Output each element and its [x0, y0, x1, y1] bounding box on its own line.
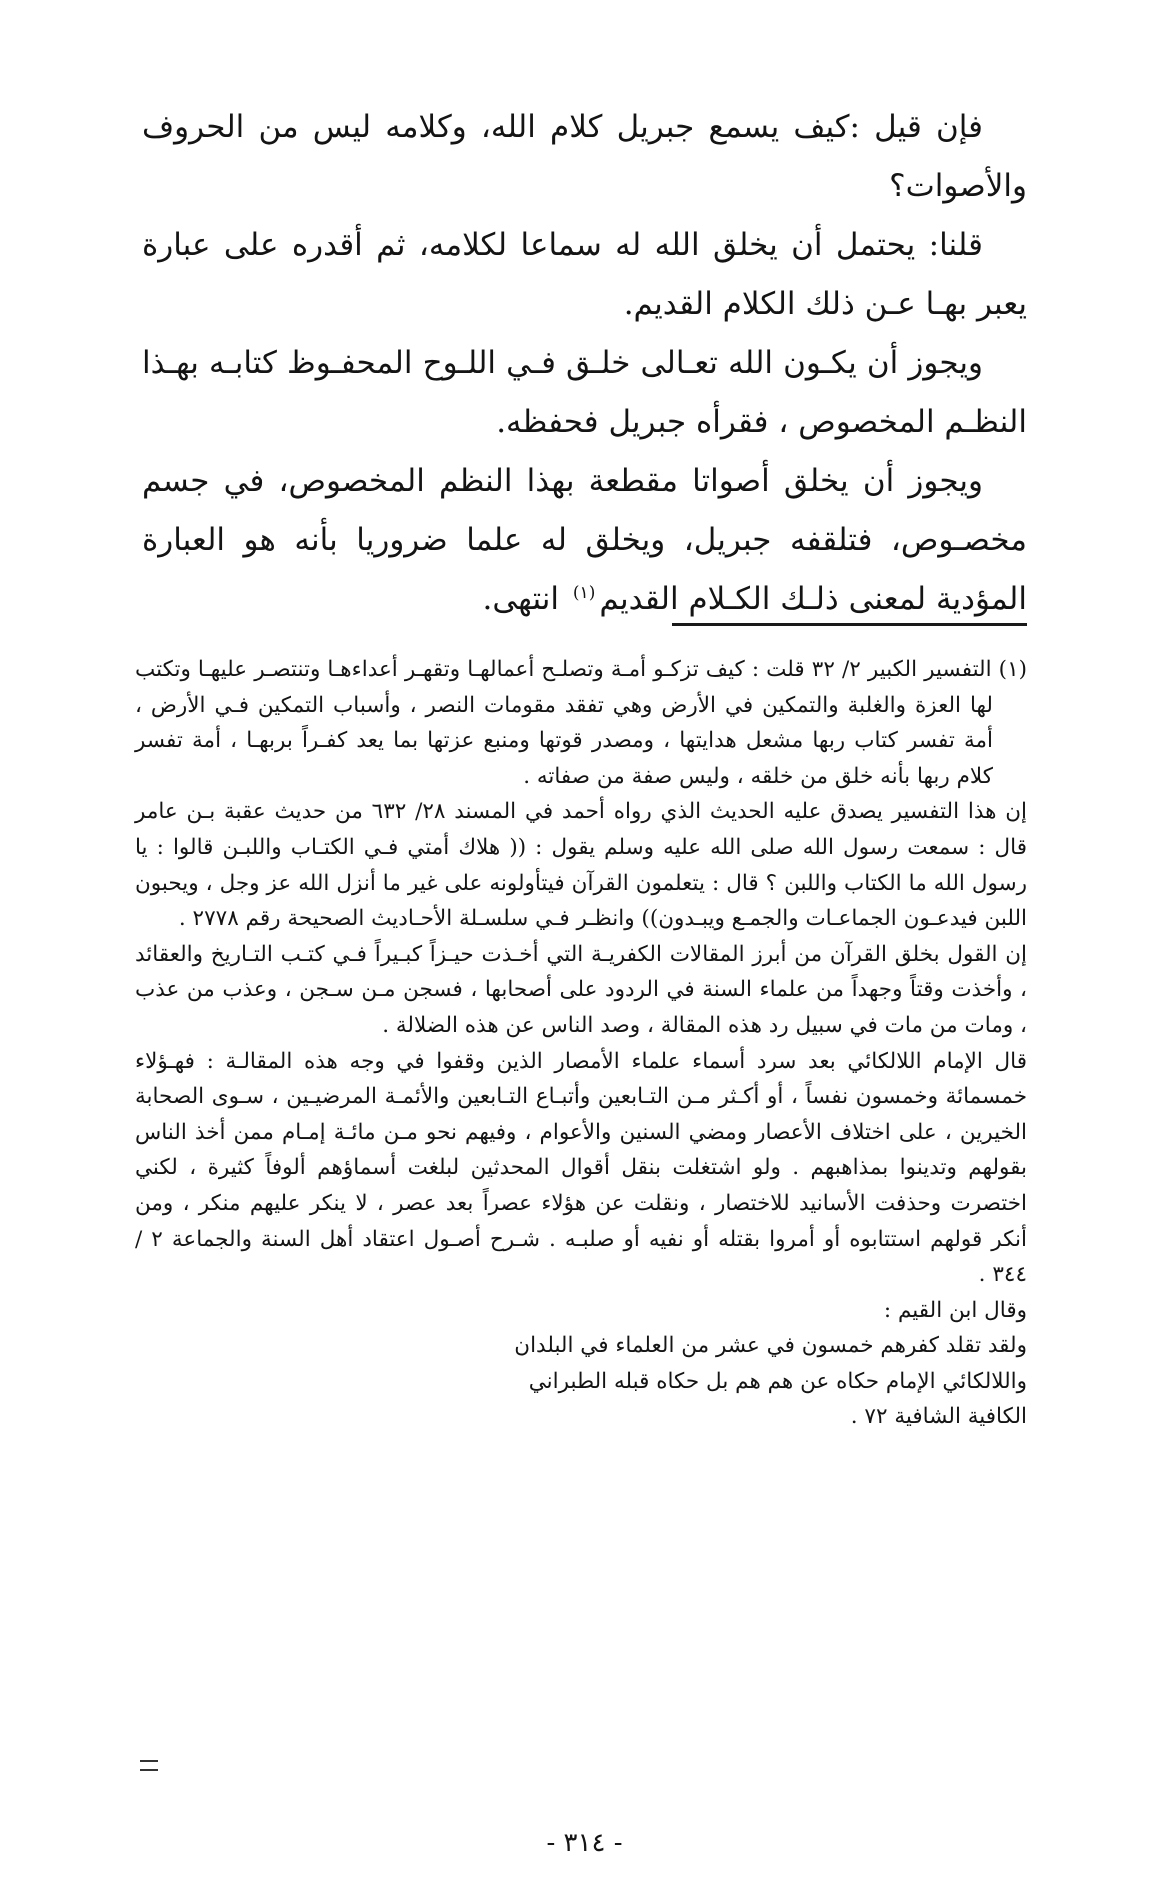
footnote-verse-2: واللالكائي الإمام حكاه عن هم هم بل حكاه قبله الطبراني — [528, 1368, 1027, 1394]
footnote-paragraph-lalakai: قال الإمام اللالكائي بعد سرد أسماء علماء الأمصار الذين وقفوا في وجه هذه المقالـة : فهـؤلاء خمسمائة وخمسون نفساً ، أو أكـثر مـن التـابعين وأتبـاع التـابعين والأئمـة المرضيـين ، سـوى الصحابة الخيرين ، على اختلاف الأعصار ومضي السنين والأعوام ، وفيهم نحو مـن مائـة إمـام ممن أخذ الناس بقولهم وتدينوا بمذاهبهم . ولو اشتغلت بنقل أقوال المحدثين لبلغت أسماؤهم ألوفاً كثيرة ، لكني اختصرت وحذفت الأسانيد للاختصار ، ونقلت عن هؤلاء عصراً بعد عصر ، لا ينكر عليهم منكر ، ومن أنكر قولهم استتابوه أو أمروا بقتله أو نفيه أو صلبـه . شـرح أصـول اعتقاد أهل السنة والجماعة ٢ / ٣٤٤ . — [135, 1048, 1027, 1288]
footnote-paragraph-hadith: إن هذا التفسير يصدق عليه الحديث الذي رواه أحمد في المسند ٢٨/ ٦٣٢ من حديث عقبة بـن عامر قال : سمعت رسول الله صلى الله عليه وسلم يقول : (( هلاك أمتي فـي الكتـاب واللبـن قالوا : يا رسول الله ما الكتاب واللبن ؟ قال : يتعلمون القرآن فيتأولونه على غير ما أنزل الله عز وجل ، ويحبون اللبن فيدعـون الجماعـات والجمـع ويبـدون)) وانظـر فـي سلسـلة الأحـاديث الصحيحة رقم ٢٧٧٨ . — [135, 799, 1027, 932]
main-text-block — [142, 98, 1027, 629]
main-paragraph-4 — [142, 452, 1027, 629]
main-paragraph-4-text: ويجوز أن يخلق أصواتا مقطعة بهذا النظم المخصوص، في جسم مخصـوص، فتلقفه جبريل، ويخلق له علما ضروريا بأنه هو العبارة المؤدية لمعنى ذلـك الكـلام القديم — [142, 463, 1027, 617]
footnote-verse-1: ولقد تقلد كفرهم خمسون في عشر من العلماء في البلدان — [514, 1333, 1027, 1359]
footnote-separator — [672, 623, 1027, 626]
footnote-reference[interactable]: (١) — [572, 582, 596, 603]
main-paragraph-4-end: انتهى. — [482, 581, 560, 617]
end-of-notes-mark — [140, 1760, 158, 1771]
main-paragraph-2: قلنا: يحتمل أن يخلق الله له سماعا لكلامه، ثم أقدره على عبارة يعبر بهـا عـن ذلك الكلام القديم. — [142, 227, 1027, 322]
footnote-paragraph-quran-creation: إن القول بخلق القرآن من أبرز المقالات الكفريـة التي أخـذت حيـزاً كبـيراً فـي كتـب التـاريخ والعقائد ، وأخذت وقتاً وجهداً من علماء السنة في الردود على أصحابها ، فسجن مـن سـجن ، وعذب من عذب ، ومات من مات في سبيل رد هذه المقالة ، وصد الناس عن هذه الضلالة . — [135, 941, 1027, 1038]
main-paragraph-3: ويجوز أن يكـون الله تعـالى خلـق فـي اللـوح المحفـوظ كتابـه بهـذا النظـم المخصوص ، فقرأه جبريل فحفظه. — [142, 345, 1027, 440]
main-paragraph-1: فإن قيل :كيف يسمع جبريل كلام الله، وكلامه ليس من الحروف والأصوات؟ — [142, 109, 1027, 204]
footnote-source-kafiya: الكافية الشافية ٧٢ . — [850, 1404, 1027, 1430]
footnote-ibn-qayyim-intro: وقال ابن القيم : — [883, 1297, 1027, 1323]
footnote-1: (١) التفسير الكبير ٢/ ٣٢ قلت : كيف تزكـو أمـة وتصلـح أعمالهـا وتقهـر أعداءهـا وتنتصـر عليهـا وتكتب لها العزة والغلبة والتمكين في الأرض وهي تفقد مقومات النصر ، وأسباب التمكين فـي الأرض ، أمة تفسر كتاب ربها مشعل هدايتها ، ومصدر قوتها ومنبع عزتها بما يعد كفـراً بربهـا ، أمة تفسر كلام ربها بأنه خلق من خلقه ، وليس صفة من صفاته . — [135, 657, 1028, 789]
page-number: - ٣١٤ - — [546, 1828, 623, 1858]
footnotes-block — [135, 652, 1027, 1435]
